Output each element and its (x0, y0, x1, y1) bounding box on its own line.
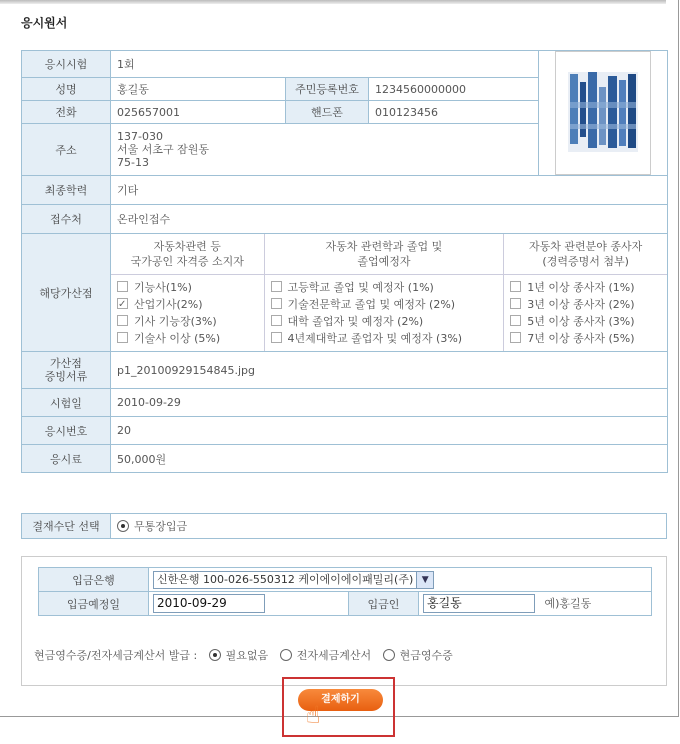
bank-label: 입금은행 (39, 568, 149, 592)
chevron-down-icon[interactable]: ▼ (416, 572, 433, 588)
checkbox[interactable] (510, 281, 521, 292)
depositor-input[interactable]: 홍길동 (423, 594, 535, 613)
bonus-option[interactable]: 3년 이상 종사자 (2%) (510, 296, 661, 313)
bonus-option[interactable]: 7년 이상 종사자 (5%) (510, 330, 661, 347)
depositor-example: 예)홍길동 (544, 597, 592, 610)
bonus-option[interactable]: 5년 이상 종사자 (3%) (510, 313, 661, 330)
exam-round-value: 1회 (111, 51, 539, 78)
bonus-table (111, 234, 667, 351)
exam-date-value: 2010-09-29 (111, 389, 668, 417)
reception-label: 접수처 (22, 205, 111, 234)
highlight-box (282, 677, 395, 737)
exam-round-label: 응시시험 (22, 51, 111, 78)
bank-section (21, 556, 667, 686)
address-label: 주소 (22, 124, 111, 176)
deposit-date-cell (149, 592, 349, 616)
checkbox[interactable] (117, 315, 128, 326)
phone-label: 전화 (22, 101, 111, 124)
payment-method-table (21, 513, 667, 539)
address-line1: 서울 서초구 잠원동 (117, 143, 210, 156)
checkbox[interactable] (117, 281, 128, 292)
bonus-option[interactable]: 기술사 이상 (5%) (117, 330, 258, 347)
bank-select[interactable]: 신한은행 100-026-550312 케이에이에이패밀리(주) ▼ (153, 571, 434, 589)
bonus-header-career: 자동차 관련분야 종사자 (경력증명서 첨부) (504, 234, 667, 275)
checkbox-checked[interactable] (117, 298, 128, 309)
checkbox[interactable] (271, 332, 282, 343)
fee-label: 응시료 (22, 445, 111, 473)
exam-number-label: 응시번호 (22, 417, 111, 445)
phone-value: 025657001 (111, 101, 286, 124)
top-divider (0, 0, 666, 4)
page-title: 응시원서 (21, 16, 68, 30)
bonus-cell (111, 234, 668, 352)
receipt-options (34, 647, 453, 663)
payment-method-option[interactable]: 무통장입금 (111, 514, 667, 539)
radio[interactable] (280, 649, 292, 661)
address-value (111, 124, 539, 176)
checkbox[interactable] (510, 332, 521, 343)
bonus-option[interactable]: 4년제대학교 졸업자 및 예정자 (3%) (271, 330, 498, 347)
receipt-label: 현금영수증/전자세금계산서 발급 : (34, 649, 198, 662)
photo-image (556, 52, 650, 174)
pay-button[interactable]: 결제하기 (298, 689, 383, 711)
rrn-value: 1234560000000 (369, 78, 539, 101)
checkbox[interactable] (510, 298, 521, 309)
deposit-date-input[interactable]: 2010-09-29 (153, 594, 265, 613)
receipt-option-none[interactable]: 필요없음 (209, 649, 269, 662)
bonus-col-career (504, 275, 667, 352)
bonus-option[interactable]: 대학 졸업자 및 예정자 (2%) (271, 313, 498, 330)
education-label: 최종학력 (22, 176, 111, 205)
bonus-option[interactable]: 기술전문학교 졸업 및 예정자 (2%) (271, 296, 498, 313)
bonus-col-graduate (264, 275, 504, 352)
bonus-option[interactable]: 기능사(1%) (117, 279, 258, 296)
mobile-value: 010123456 (369, 101, 539, 124)
education-value: 기타 (111, 176, 668, 205)
name-value: 홍길동 (111, 78, 286, 101)
bonus-label: 해당가산점 (22, 234, 111, 352)
exam-date-label: 시험일 (22, 389, 111, 417)
bonus-option[interactable]: ✓산업기사(2%) (117, 296, 258, 313)
bank-table (38, 567, 652, 616)
proof-label: 가산점 증빙서류 (22, 352, 111, 389)
bonus-option[interactable]: 기사 기능장(3%) (117, 313, 258, 330)
applicant-photo (555, 51, 651, 175)
rrn-label: 주민등록번호 (286, 78, 369, 101)
depositor-cell (419, 592, 652, 616)
bonus-header-license: 자동차관련 등 국가공인 자격증 소지자 (111, 234, 264, 275)
photo-cell (539, 51, 668, 176)
bonus-col-license (111, 275, 264, 352)
bonus-option[interactable]: 1년 이상 종사자 (1%) (510, 279, 661, 296)
deposit-date-label: 입금예정일 (39, 592, 149, 616)
checkbox[interactable] (271, 298, 282, 309)
address-line2: 75-13 (117, 156, 149, 169)
radio[interactable] (383, 649, 395, 661)
checkbox[interactable] (510, 315, 521, 326)
address-zip: 137-030 (117, 130, 163, 143)
radio-selected[interactable] (209, 649, 221, 661)
checkbox[interactable] (271, 281, 282, 292)
hand-pointer-icon: ☝ (306, 701, 321, 729)
proof-file: p1_20100929154845.jpg (111, 352, 668, 389)
bonus-option[interactable]: 고등학교 졸업 및 예정자 (1%) (271, 279, 498, 296)
bonus-header-graduate: 자동차 관련학과 졸업 및 졸업예정자 (264, 234, 504, 275)
receipt-option-cash-receipt[interactable]: 현금영수증 (383, 649, 453, 662)
payment-method-label: 결재수단 선택 (22, 514, 111, 539)
name-label: 성명 (22, 78, 111, 101)
receipt-option-tax-invoice[interactable]: 전자세금계산서 (280, 649, 371, 662)
checkbox[interactable] (271, 315, 282, 326)
mobile-label: 핸드폰 (286, 101, 369, 124)
checkbox[interactable] (117, 332, 128, 343)
reception-value: 온라인접수 (111, 205, 668, 234)
exam-number-value: 20 (111, 417, 668, 445)
depositor-label: 입금인 (349, 592, 419, 616)
application-table (21, 50, 668, 473)
fee-value: 50,000원 (111, 445, 668, 473)
bank-cell (149, 568, 652, 592)
radio-selected[interactable] (117, 520, 129, 532)
